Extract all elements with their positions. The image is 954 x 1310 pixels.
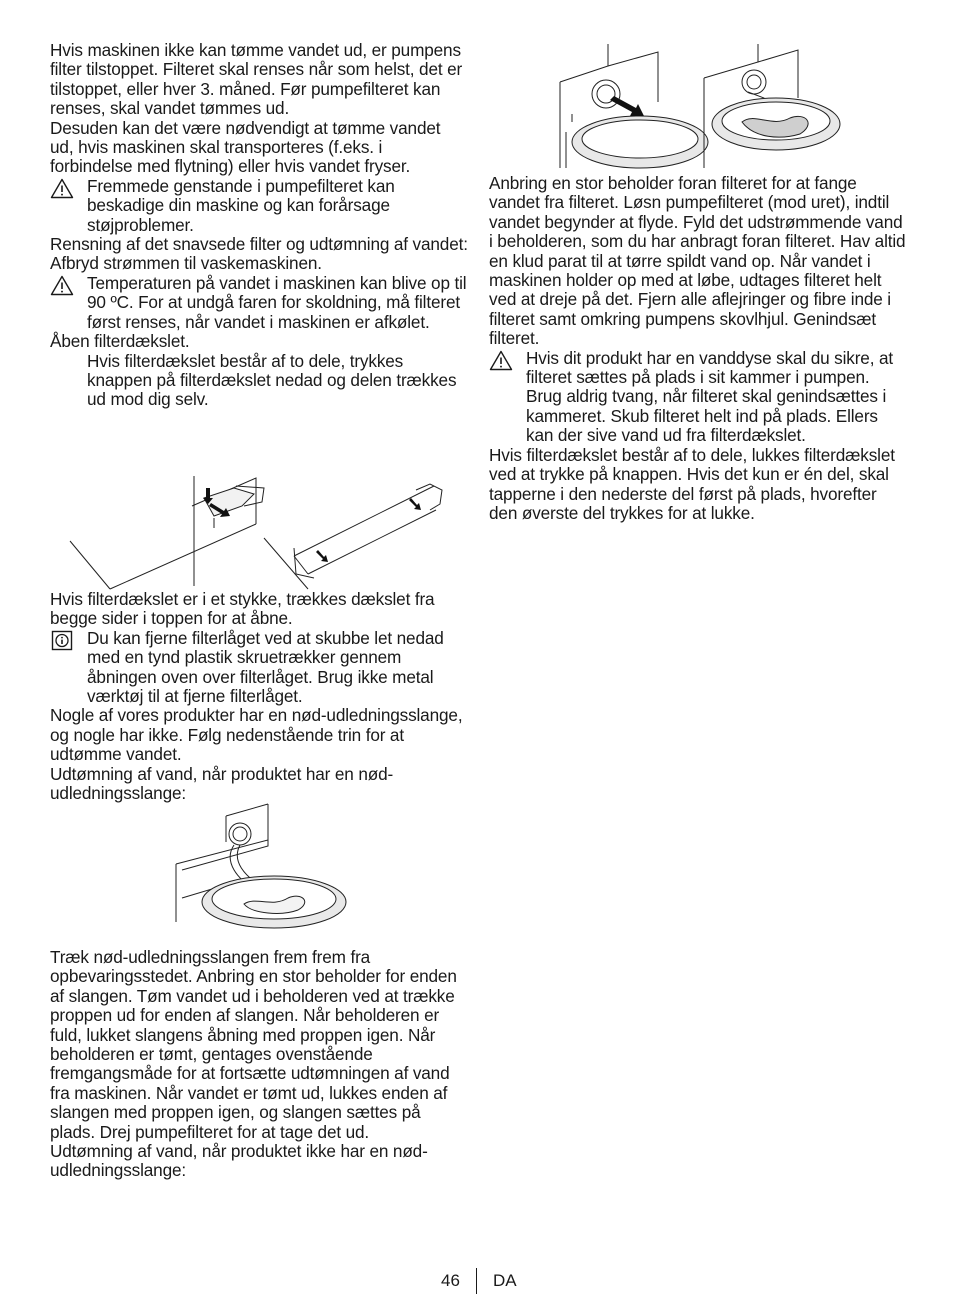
language-code: DA (493, 1271, 517, 1290)
filter-cover-illustration (64, 466, 446, 594)
paragraph: Udtømning af vand, når produktet ikke har en nød-udledningsslange: (50, 1141, 428, 1181)
info-text: Du kan fjerne filterlåget ved at skubbe let nedad med en tynd plastik skruetrækker gennem åbningen oven over filterlåget. Brug ikke metal værktøj til at fjerne filterlåget. (87, 627, 444, 707)
page-number: 46 (441, 1271, 460, 1290)
left-column-bottom (50, 948, 468, 1181)
paragraph: Afbryd strømmen til vaskemaskinen. (50, 253, 322, 274)
info-note (50, 629, 468, 707)
warning-triangle-icon (50, 275, 74, 296)
warning-triangle-icon (50, 178, 74, 199)
paragraph: Anbring en stor beholder foran filteret for at fange vandet fra filteret. Løsn pumpefilteret (mod uret), indtil vandet begynder at flyde. Fyld det udstrømmende vand i beholderen, som du har anbragt foran filteret. Hav altid en klud parat til at tørre spildt vand op. Når vandet i maskinen holder op med at løbe, udtages filteret helt ved at dreje på det. Fjern alle aflejringer og fibre inde i filteret samt omkring pumpens skovlhjul. Genindsæt filteret. (489, 173, 906, 349)
paragraph: Udtømning af vand, når produktet har en nød-udledningsslange: (50, 763, 394, 804)
paragraph: Åben filterdækslet. (50, 331, 190, 352)
paragraph: Nogle af vores produkter har en nød-udledningsslange, og nogle har ikke. Følg nedenstående trin for at udtømme vandet. (50, 705, 463, 765)
paragraph: Hvis filterdækslet er i et stykke, trækkes dækslet fra begge sider i toppen for at åbne. (50, 589, 435, 629)
warning-triangle-icon (489, 350, 513, 371)
paragraph: Hvis maskinen ikke kan tømme vandet ud, er pumpens filter tilstoppet. Filteret skal renses når som helst, det er tilstoppet, eller hver 3. måned. Før pumpefilteret kan renses, skal vandet tømmes ud. (50, 40, 463, 119)
paragraph: Træk nød-udledningsslangen frem frem fra opbevaringsstedet. Anbring en stor beholder for enden af slangen. Tøm vandet ud i beholderen ved at trække proppen ud for enden af slangen. Når beholderen er fuld, lukket slangens åbning med proppen igen. Når beholderen er tømt, gentages ovenstående fremgangsmåde for at fortsætte udtømningen af vand fra maskinen. Når vandet er tømt ud, lukkes enden af slangen med proppen igen, og slangen sættes på plads. Drej pumpefilteret for at tage det ud. (50, 947, 457, 1142)
paragraph: Hvis filterdækslet består af to dele, lukkes filterdækslet ved at trykke på knappen. Hvis det kun er én del, skal tapperne i den nederste del først på plads, hvorefter den øverste del trykkes for at lukke. (489, 444, 895, 523)
filter-draining-illustration (558, 42, 844, 170)
warning-text: Hvis dit produkt har en vanddyse skal du sikre, at filteret sættes på plads i sit kammer i pumpen. Brug aldrig tvang, når filteret skal genindsættes i kammeret. Skub filteret helt ind på plads. Ellers kan der sive vand ud fra filterdækslet. (526, 347, 893, 446)
warning-text: Temperaturen på vandet i maskinen kan blive op til 90 ºC. For at undgå faren for skoldning, må filteret først renses, når vandet i maskinen er afkølet. (87, 272, 467, 332)
paragraph: Hvis filterdækslet består af to dele, trykkes knappen på filterdækslet nedad og delen trækkes ud mod dig selv. (87, 350, 457, 410)
info-icon (50, 630, 74, 651)
paragraph: Rensning af det snavsede filter og udtømning af vandet: (50, 234, 468, 255)
left-column (50, 41, 468, 410)
warning-text: Fremmede genstande i pumpefilteret kan beskadige din maskine og kan forårsage støjproblemer. (87, 175, 395, 235)
warning-note (489, 349, 909, 446)
left-column-mid (50, 590, 468, 803)
warning-note (50, 177, 468, 235)
emergency-hose-illustration (172, 802, 352, 930)
right-column (489, 174, 909, 523)
footer-divider (476, 1268, 477, 1294)
warning-note (50, 274, 468, 332)
paragraph: Desuden kan det være nødvendigt at tømme vandet ud, hvis maskinen skal transporteres (f.eks. i forbindelse med flytning) eller hvis vandet fryser. (50, 117, 441, 177)
